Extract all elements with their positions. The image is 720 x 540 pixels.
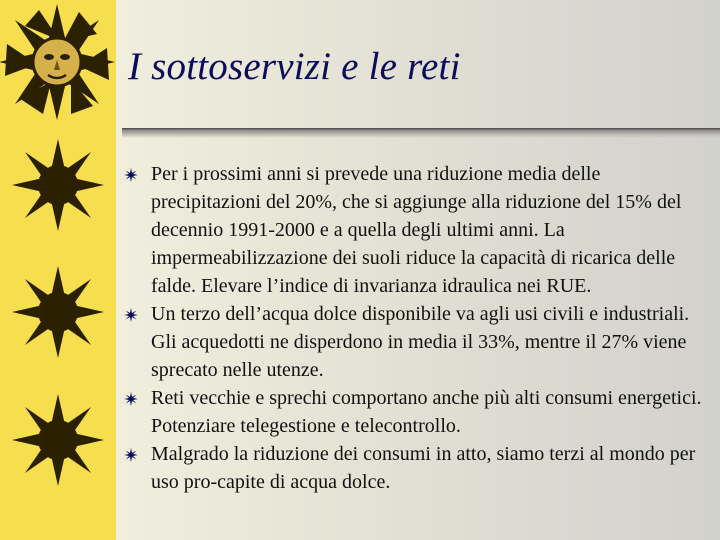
sun-icon xyxy=(12,266,104,358)
list-item xyxy=(124,440,712,496)
sun-icon xyxy=(12,394,104,486)
asterisk-star-icon xyxy=(124,168,138,182)
bullet-text: Reti vecchie e sprechi comportano anche più alti consumi energetici. Potenziare telegestione e telecontrollo. xyxy=(151,387,702,437)
sidebar-decoration xyxy=(0,0,116,540)
bullet-text: Per i prossimi anni si prevede una riduzione media delle precipitazioni del 20%, che si aggiunge alla riduzione del 15% del decennio 1991-2000 e a quella degli ultimi anni. La impermeabilizzazione dei suoli riduce la capacità di ricarica delle falde. Elevare l’indice di invarianza idraulica nei RUE. xyxy=(151,163,682,297)
title-divider xyxy=(122,128,720,138)
asterisk-star-icon xyxy=(124,448,138,462)
sun-decorations xyxy=(0,0,116,540)
sun-icon xyxy=(12,139,104,231)
list-item xyxy=(124,384,712,440)
asterisk-star-icon xyxy=(124,308,138,322)
asterisk-star-icon xyxy=(124,392,138,406)
list-item xyxy=(124,160,712,300)
sun-face-icon xyxy=(0,4,115,120)
slide-title: I sottoservizi e le reti xyxy=(128,45,461,88)
list-item xyxy=(124,300,712,384)
bullet-text: Malgrado la riduzione dei consumi in atto, siamo terzi al mondo per uso pro-capite di acqua dolce. xyxy=(151,443,696,493)
bullet-list xyxy=(124,160,712,496)
bullet-text: Un terzo dell’acqua dolce disponibile va agli usi civili e industriali. Gli acquedotti ne disperdono in media il 33%, mentre il 27% viene sprecato nelle utenze. xyxy=(151,303,690,381)
